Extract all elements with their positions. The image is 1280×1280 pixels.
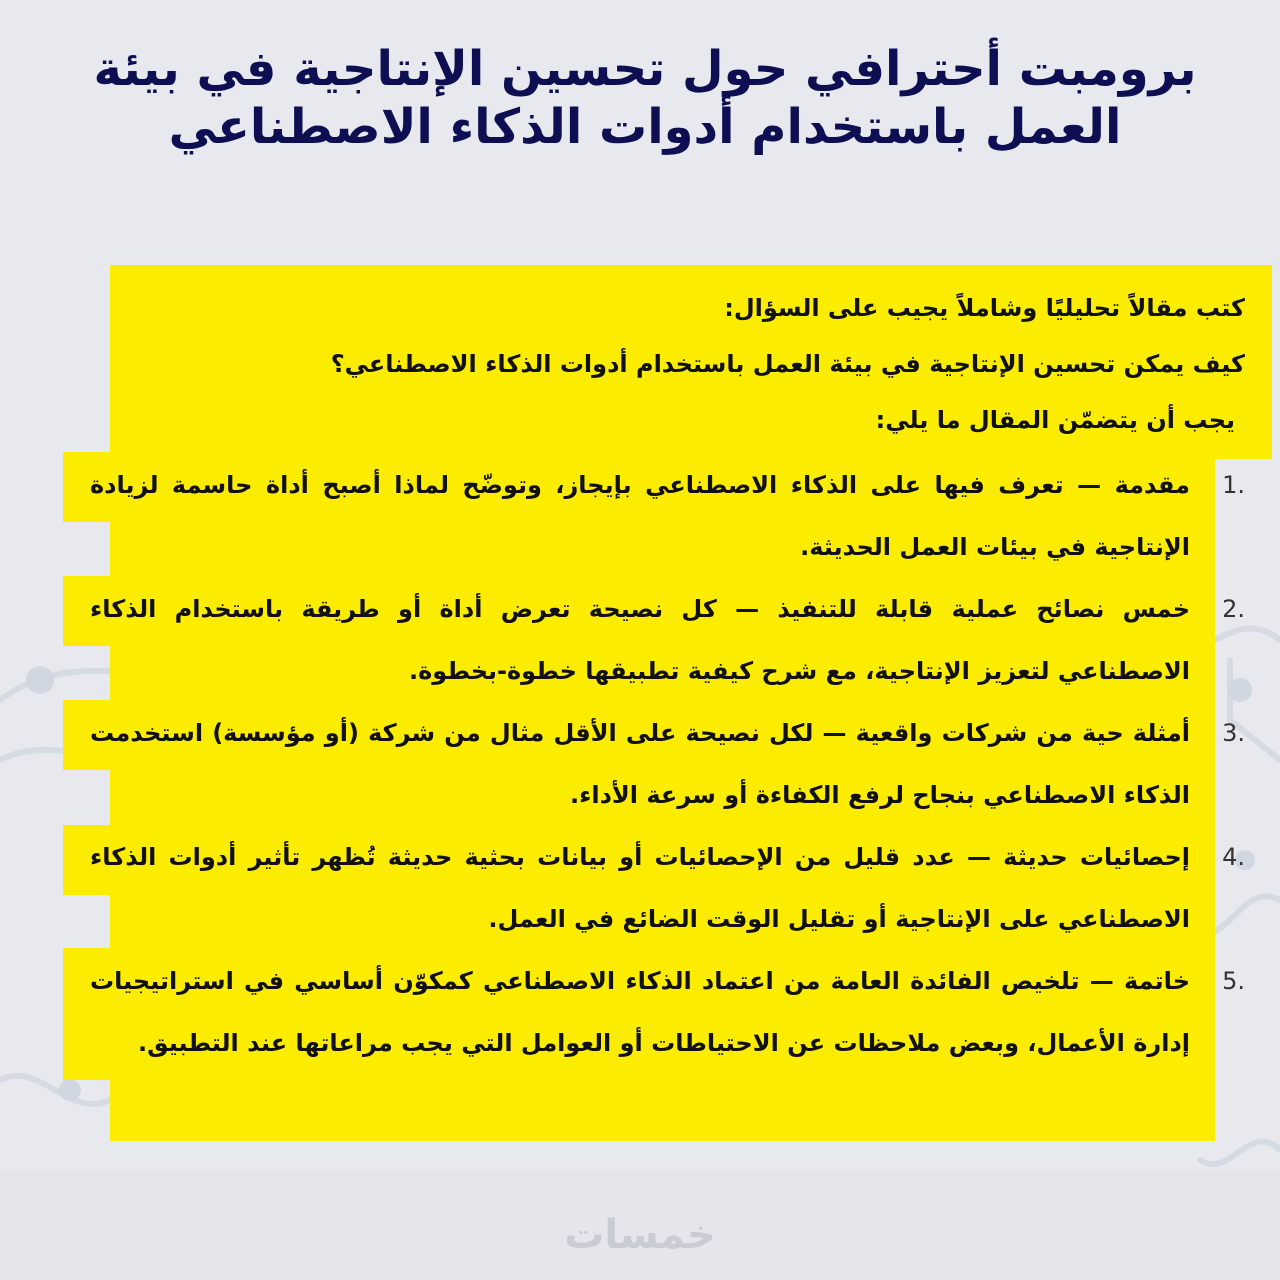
- list-item: [90, 702, 1245, 826]
- intro-question: كيف يمكن تحسين الإنتاجية في بيئة العمل باستخدام أدوات الذكاء الاصطناعي؟: [330, 350, 1245, 378]
- title-line-2: العمل باستخدام أدوات الذكاء الاصطناعي: [168, 99, 1122, 155]
- item-number: 1.: [1222, 471, 1245, 499]
- highlight-block-10: [110, 1075, 1215, 1141]
- item-number: 5.: [1222, 967, 1245, 995]
- title-line-1: برومبت أحترافي حول تحسين الإنتاجية في بيئة: [93, 41, 1197, 97]
- item-text: إحصائيات حديثة — عدد قليل من الإحصائيات أو بيانات بحثية حديثة تُظهر تأثير أدوات الذكاء الاصطناعي على الإنتاجية أو تقليل الوقت الضائع في العمل.: [90, 843, 1190, 933]
- item-text: أمثلة حية من شركات واقعية — لكل نصيحة على الأقل مثال من شركة (أو مؤسسة) استخدمت الذكاء الاصطناعي بنجاح لرفع الكفاءة أو سرعة الأداء.: [90, 719, 1190, 809]
- list-item: [90, 578, 1245, 702]
- item-number: 3.: [1222, 719, 1245, 747]
- list-item: [90, 826, 1245, 950]
- prompt-content: [90, 280, 1245, 1074]
- item-text: خاتمة — تلخيص الفائدة العامة من اعتماد الذكاء الاصطناعي كمكوّن أساسي في استراتيجيات إدارة الأعمال، وبعض ملاحظات عن الاحتياطات أو العوامل التي يجب مراعاتها عند التطبيق.: [90, 967, 1190, 1057]
- page-title: [90, 40, 1200, 156]
- list-item: [90, 950, 1245, 1074]
- requirements-list: [90, 454, 1245, 1074]
- item-number: 2.: [1222, 595, 1245, 623]
- intro-line-1: كتب مقالاً تحليليًا وشاملاً يجيب على السؤال:: [724, 294, 1245, 322]
- intro-line-3: يجب أن يتضمّن المقال ما يلي:: [875, 406, 1235, 434]
- item-number: 4.: [1222, 843, 1245, 871]
- item-text: مقدمة — تعرف فيها على الذكاء الاصطناعي بإيجاز، وتوضّح لماذا أصبح أداة حاسمة لزيادة الإنتاجية في بيئات العمل الحديثة.: [90, 471, 1190, 561]
- khamsat-logo: خمسات: [564, 1212, 716, 1258]
- list-item: [90, 454, 1245, 578]
- item-text: خمس نصائح عملية قابلة للتنفيذ — كل نصيحة تعرض أداة أو طريقة باستخدام الذكاء الاصطناعي لتعزيز الإنتاجية، مع شرح كيفية تطبيقها خطوة-بخطوة.: [90, 595, 1190, 685]
